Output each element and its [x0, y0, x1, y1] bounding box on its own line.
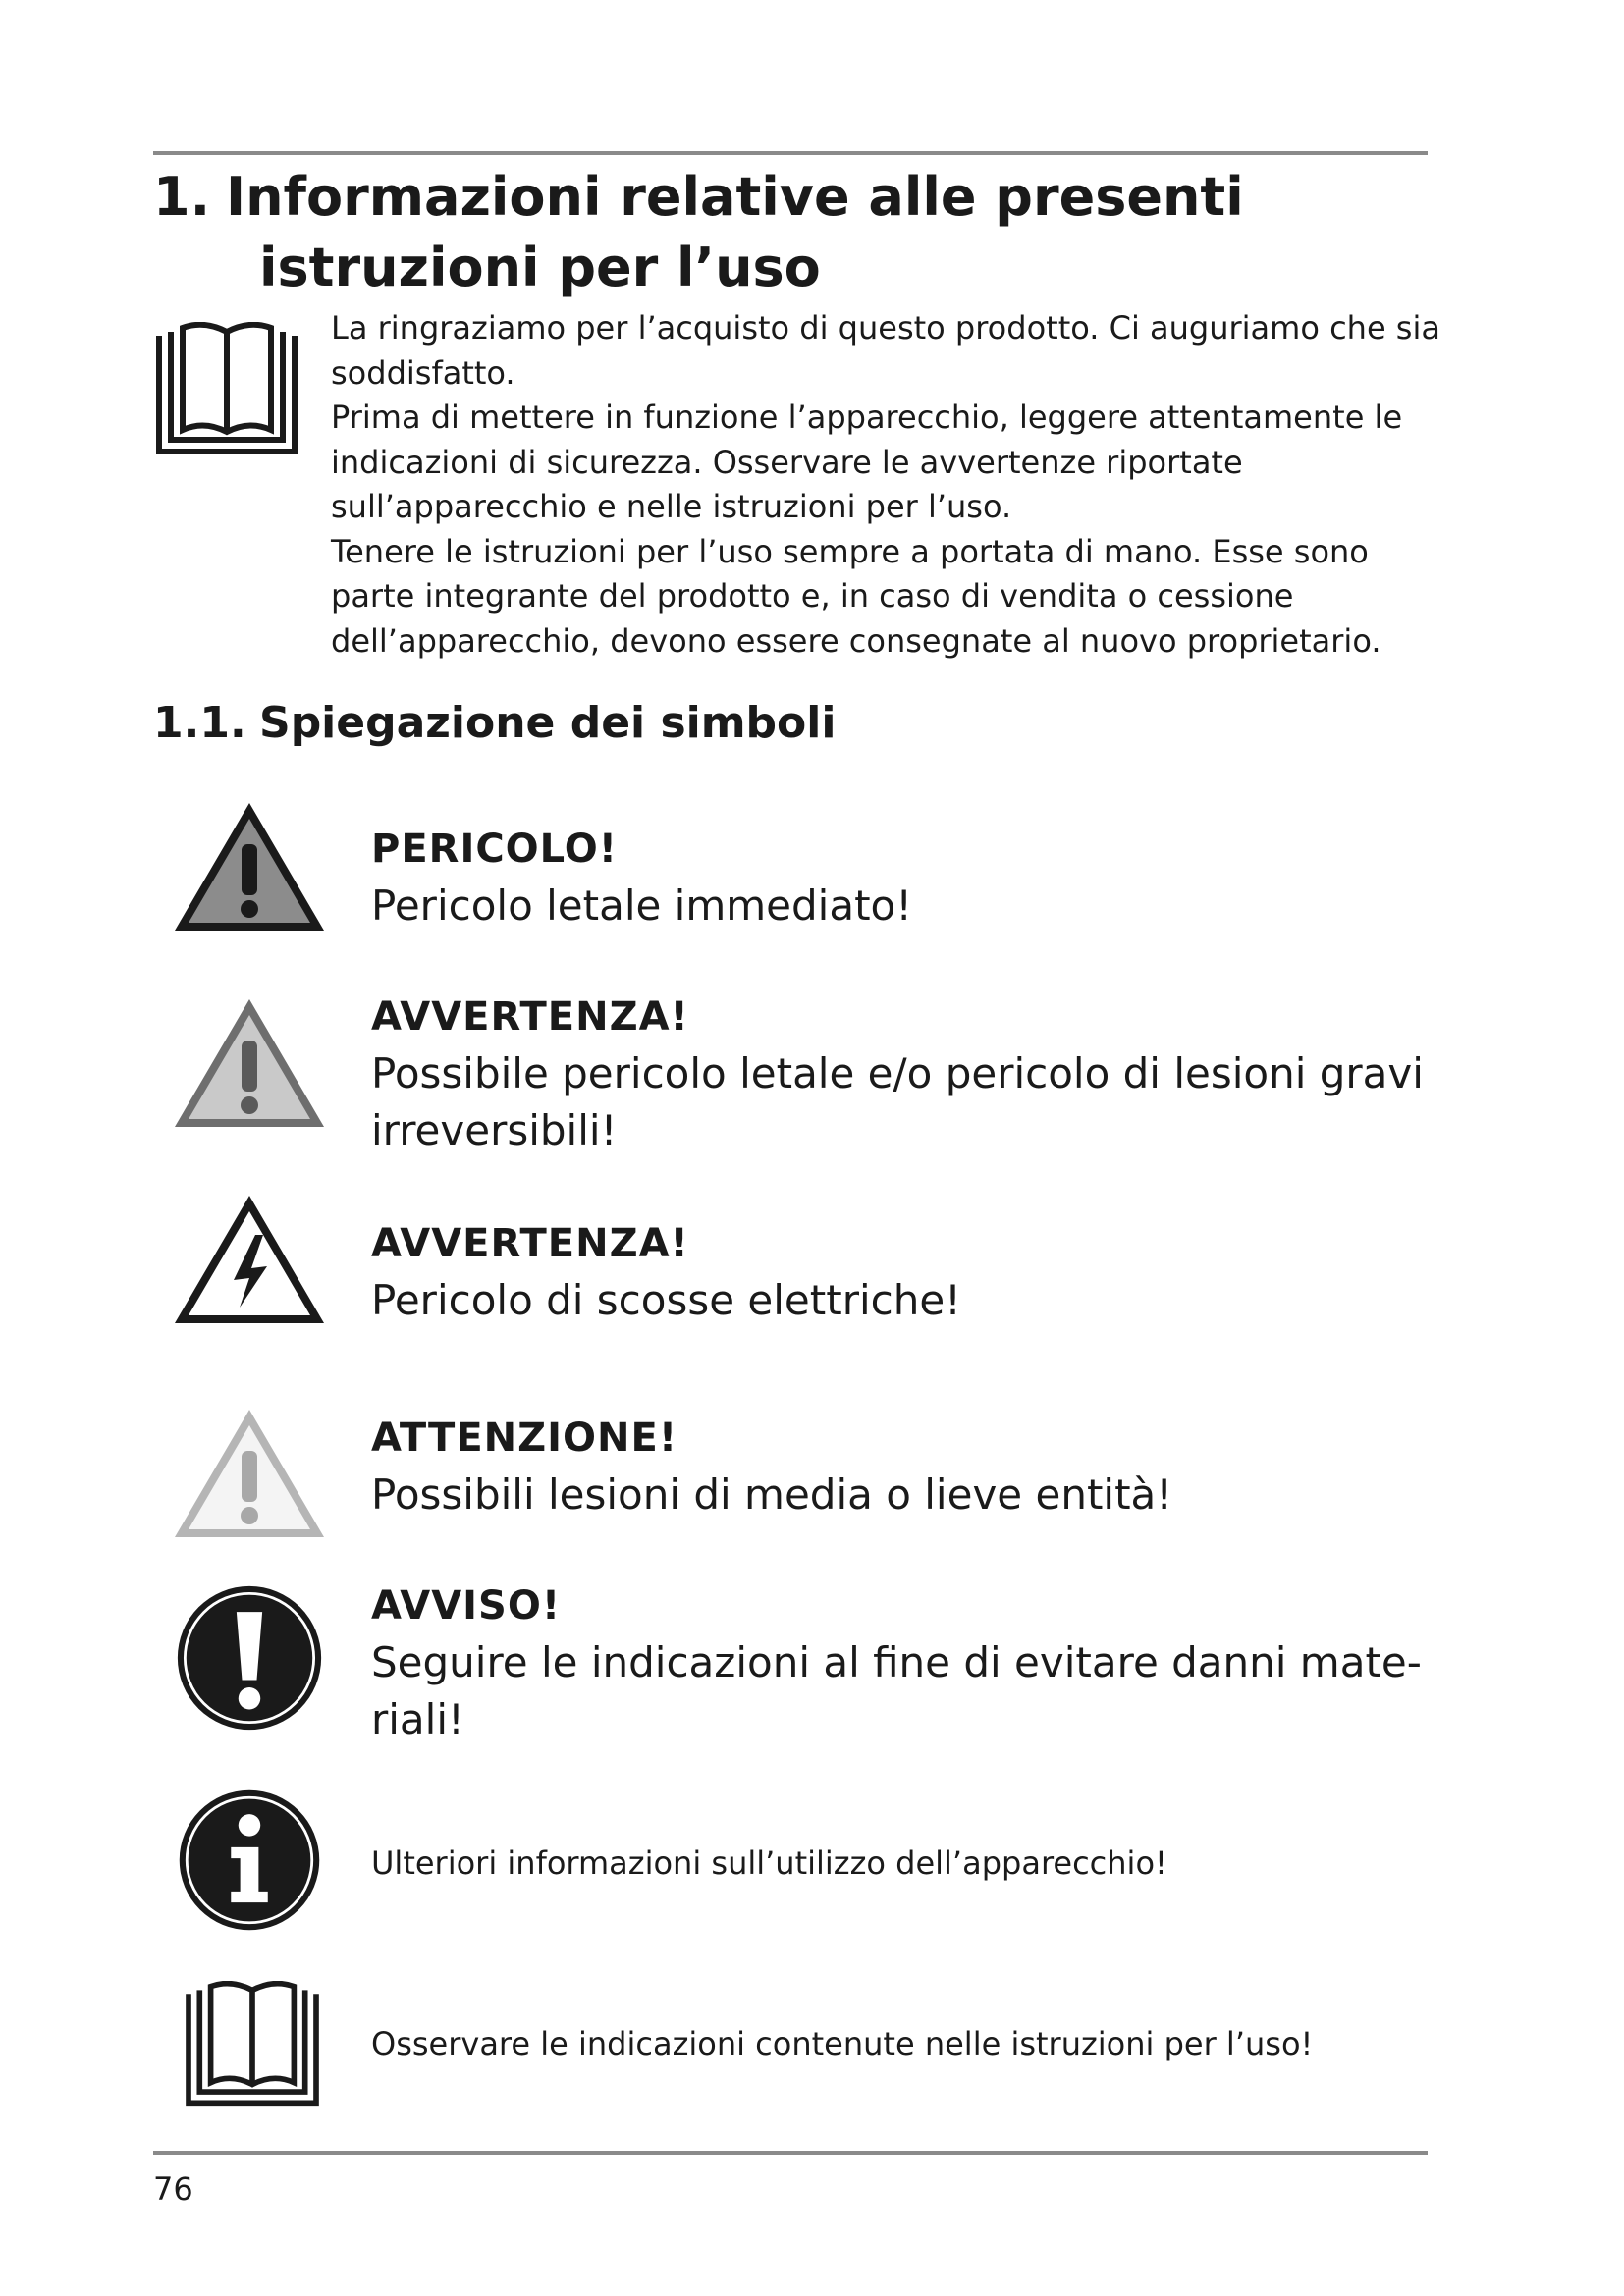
warning-triangle-icon — [171, 993, 328, 1141]
title-line-2: istruzioni per l’uso — [259, 237, 821, 298]
intro-paragraph-2: Prima di mettere in funzione l’apparecchio, leggere attentamente le indicazioni di sicurezza. Osservare le avvertenze riportate sull’apparecchio e nelle istruzioni per l’uso. — [331, 399, 1403, 525]
electric-shock-icon — [171, 1190, 328, 1337]
symbol-description: Osservare le indicazioni contenute nelle istruzioni per l’uso! — [371, 2025, 1314, 2062]
symbol-entry-danger — [371, 821, 1432, 934]
symbol-title: AVVISO! — [371, 1583, 562, 1629]
notice-exclamation-icon — [171, 1584, 328, 1732]
symbol-entry-electric — [371, 1215, 1432, 1329]
symbol-description: Pericolo letale immediato! — [371, 881, 913, 930]
info-icon — [171, 1787, 328, 1934]
symbol-description: Pericolo di scosse elettriche! — [371, 1276, 962, 1324]
symbol-title: ATTENZIONE! — [371, 1415, 678, 1461]
subsection-title: Spiegazione dei simboli — [259, 698, 837, 748]
symbol-entry-caution — [371, 1410, 1432, 1523]
symbol-title: AVVERTENZA! — [371, 994, 689, 1040]
top-rule — [153, 151, 1428, 155]
intro-paragraph-1: La ringraziamo per l’acquisto di questo prodotto. Ci auguriamo che sia soddisfatto. — [331, 309, 1440, 392]
symbol-description: Possibili lesioni di media o lieve entità! — [371, 1470, 1173, 1519]
symbol-description: Ulteriori informazioni sull’utilizzo dell’apparecchio! — [371, 1844, 1167, 1882]
symbol-description: Seguire le indicazioni al fine di evitare danni materiali! — [371, 1638, 1422, 1743]
subsection-number: 1.1. — [153, 698, 246, 748]
section-number: 1. — [153, 166, 211, 228]
symbol-entry-warning — [371, 988, 1432, 1159]
intro-text — [331, 306, 1450, 664]
caution-triangle-icon — [171, 1404, 328, 1551]
symbol-title: PERICOLO! — [371, 827, 618, 872]
symbol-entry-notice — [371, 1577, 1432, 1748]
manual-book-icon — [153, 322, 300, 457]
title-line-1: Informazioni relative alle presenti — [226, 166, 1244, 228]
bottom-rule — [153, 2151, 1428, 2155]
symbol-description: Possibile pericolo letale e/o pericolo di lesioni gravi irreversibili! — [371, 1049, 1424, 1154]
page-number: 76 — [153, 2170, 193, 2208]
danger-triangle-icon — [171, 797, 328, 944]
symbol-title: AVVERTENZA! — [371, 1221, 689, 1266]
section-heading — [153, 694, 836, 753]
manual-book-icon — [183, 1981, 322, 2109]
symbol-entry-info — [371, 1842, 1432, 1885]
intro-paragraph-3: Tenere le istruzioni per l’uso sempre a portata di mano. Esse sono parte integrante del prodotto e, in caso di vendita o cessione dell’apparecchio, devono essere consegnate al nuovo proprietario. — [331, 532, 1381, 660]
symbol-entry-manual — [371, 2022, 1432, 2065]
